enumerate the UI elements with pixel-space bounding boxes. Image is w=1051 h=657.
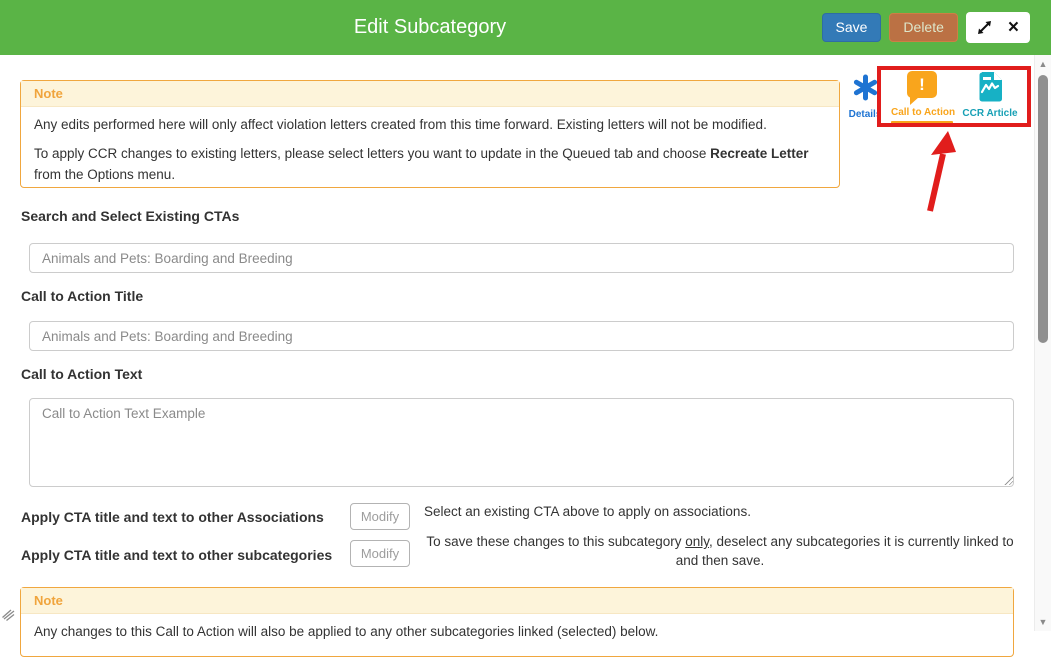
header-actions <box>822 12 1031 43</box>
save-button[interactable]: Save <box>822 13 882 42</box>
note-box-top <box>20 80 840 188</box>
vertical-scrollbar[interactable] <box>1034 55 1051 631</box>
note-title: Note <box>21 588 1013 614</box>
note-title: Note <box>21 81 839 107</box>
tab-details-label: Details <box>848 109 882 120</box>
scroll-down-icon[interactable]: ▼ <box>1038 617 1048 627</box>
document-icon <box>977 71 1003 102</box>
annotation-arrow-icon <box>905 128 965 218</box>
scroll-up-icon[interactable]: ▲ <box>1038 59 1048 69</box>
cta-text-textarea[interactable] <box>29 398 1014 487</box>
tab-call-to-action[interactable] <box>891 71 956 125</box>
cta-text-label: Call to Action Text <box>21 366 143 382</box>
note-body <box>21 614 1013 650</box>
window-controls <box>966 12 1030 43</box>
pen-icon <box>1 608 15 622</box>
cta-title-label: Call to Action Title <box>21 288 144 304</box>
modal-header <box>0 0 1051 55</box>
associations-hint: Select an existing CTA above to apply on associations. <box>424 504 751 519</box>
note-paragraph: Any changes to this Call to Action will also be applied to any other subcategories linked (selected) below. <box>34 624 659 639</box>
cta-title-input[interactable] <box>29 321 1014 351</box>
modify-subcategories-button[interactable]: Modify <box>350 540 410 567</box>
active-tab-underline <box>891 121 953 125</box>
subcategories-hint: To save these changes to this subcategory only, deselect any subcategories it is currently linked to and then save. <box>426 534 1014 568</box>
apply-subcategories-label: Apply CTA title and text to other subcategories <box>21 547 333 563</box>
exclamation-bubble-icon: ! <box>907 71 937 98</box>
note-paragraph: Any edits performed here will only affect violation letters created from this time forward. Existing letters will not be modified. <box>34 117 767 132</box>
note-paragraph: To apply CCR changes to existing letters, please select letters you want to update in the Queued tab and choose Recreate Letter from the Options menu. <box>34 146 809 182</box>
page-title: Edit Subcategory <box>353 16 507 38</box>
asterisk-icon <box>852 74 879 101</box>
note-body <box>21 107 839 193</box>
apply-associations-label: Apply CTA title and text to other Associations <box>21 509 324 525</box>
modify-associations-button[interactable]: Modify <box>350 503 410 530</box>
note-box-bottom <box>20 587 1014 657</box>
close-icon[interactable]: × <box>1007 17 1019 38</box>
tab-cta-label: Call to Action <box>891 107 956 118</box>
expand-icon[interactable] <box>977 20 992 35</box>
scrollbar-thumb[interactable] <box>1038 75 1048 343</box>
search-ctas-input[interactable] <box>29 243 1014 273</box>
tab-details[interactable] <box>846 74 884 120</box>
search-ctas-label: Search and Select Existing CTAs <box>21 208 240 224</box>
tab-ccr-article[interactable] <box>959 71 1021 119</box>
tab-ccr-label: CCR Article <box>962 108 1018 119</box>
delete-button[interactable]: Delete <box>889 13 957 42</box>
